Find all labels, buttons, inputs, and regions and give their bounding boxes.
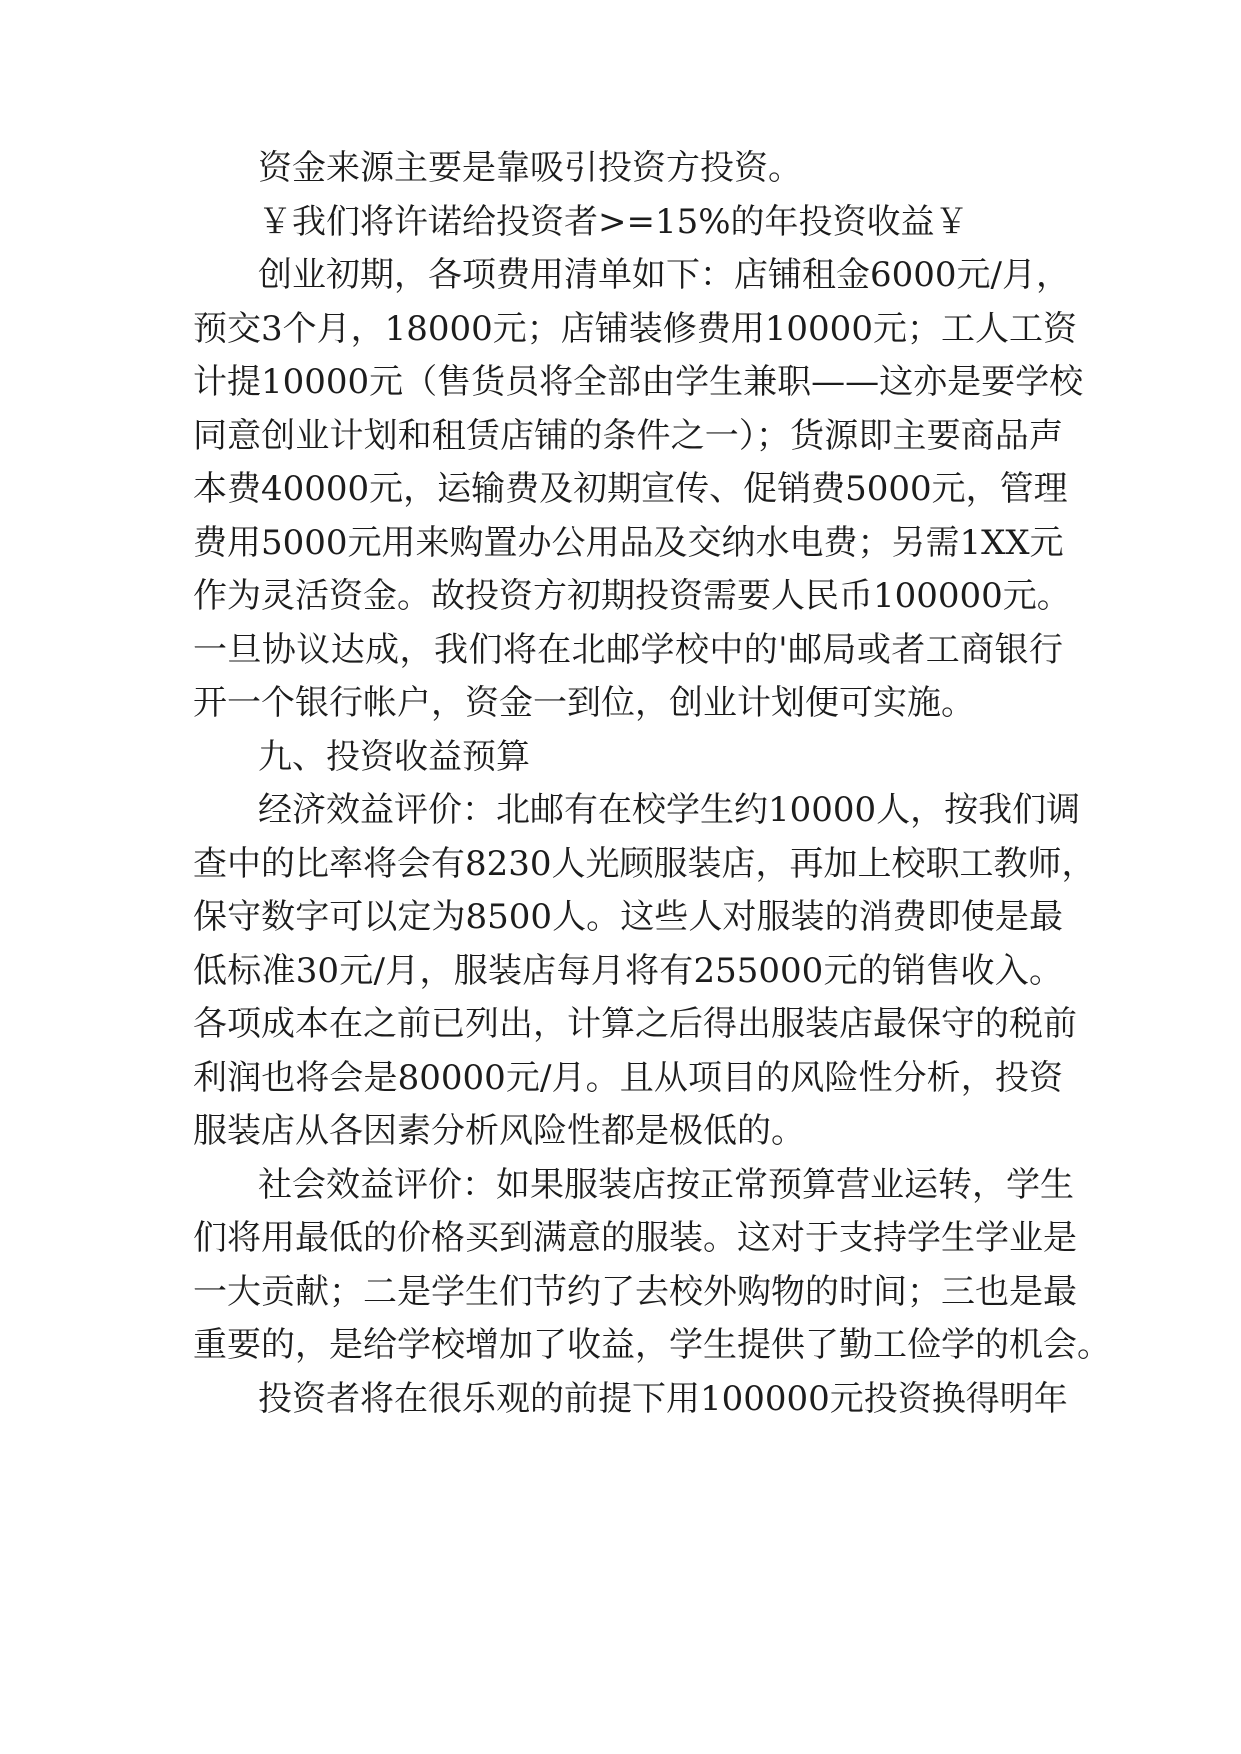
paragraph-line: 同意创业计划和租赁店铺的条件之一）；货源即主要商品声 <box>193 416 1063 456</box>
section-heading: 九、投资收益预算 <box>258 737 530 777</box>
paragraph-line: 利润也将会是80000元/月。且从项目的风险性分析，投资 <box>193 1058 1063 1098</box>
paragraph-line: 本费40000元，运输费及初期宣传、促销费5000元，管理 <box>193 469 1068 509</box>
paragraph-line: 们将用最低的价格买到满意的服装。这对于支持学生学业是 <box>193 1218 1077 1258</box>
paragraph-line: 服装店从各因素分析风险性都是极低的。 <box>193 1111 805 1151</box>
paragraph-line: 社会效益评价：如果服装店按正常预算营业运转，学生 <box>258 1165 1074 1205</box>
paragraph-line: 资金来源主要是靠吸引投资方投资。 <box>258 148 802 188</box>
paragraph-line: 费用5000元用来购置办公用品及交纳水电费；另需1XX元 <box>193 523 1064 563</box>
paragraph-line: 创业初期，各项费用清单如下：店铺租金6000元/月， <box>258 255 1070 295</box>
paragraph-line: 计提10000元（售货员将全部由学生兼职——这亦是要学校 <box>193 362 1084 402</box>
paragraph-line: 各项成本在之前已列出，计算之后得出服装店最保守的税前 <box>193 1004 1077 1044</box>
paragraph-line: 预交3个月，18000元；店铺装修费用10000元；工人工资 <box>193 309 1077 349</box>
paragraph-line: 一旦协议达成，我们将在北邮学校中的'邮局或者工商银行 <box>193 630 1063 670</box>
paragraph-line: 作为灵活资金。故投资方初期投资需要人民币100000元。 <box>193 576 1071 616</box>
paragraph-line: 投资者将在很乐观的前提下用100000元投资换得明年 <box>258 1379 1068 1419</box>
paragraph-line: 开一个银行帐户，资金一到位，创业计划便可实施。 <box>193 683 975 723</box>
paragraph-line: ￥我们将许诺给投资者>=15%的年投资收益￥ <box>258 202 969 242</box>
paragraph-line: 一大贡献；二是学生们节约了去校外购物的时间；三也是最 <box>193 1272 1077 1312</box>
paragraph-line: 低标准30元/月，服装店每月将有255000元的销售收入。 <box>193 951 1063 991</box>
paragraph-line: 重要的，是给学校增加了收益，学生提供了勤工俭学的机会。 <box>193 1325 1111 1365</box>
paragraph-line: 经济效益评价：北邮有在校学生约10000人，按我们调 <box>258 790 1081 830</box>
paragraph-line: 保守数字可以定为8500人。这些人对服装的消费即使是最 <box>193 897 1063 937</box>
paragraph-line: 查中的比率将会有8230人光顾服装店，再加上校职工教师， <box>193 844 1096 884</box>
